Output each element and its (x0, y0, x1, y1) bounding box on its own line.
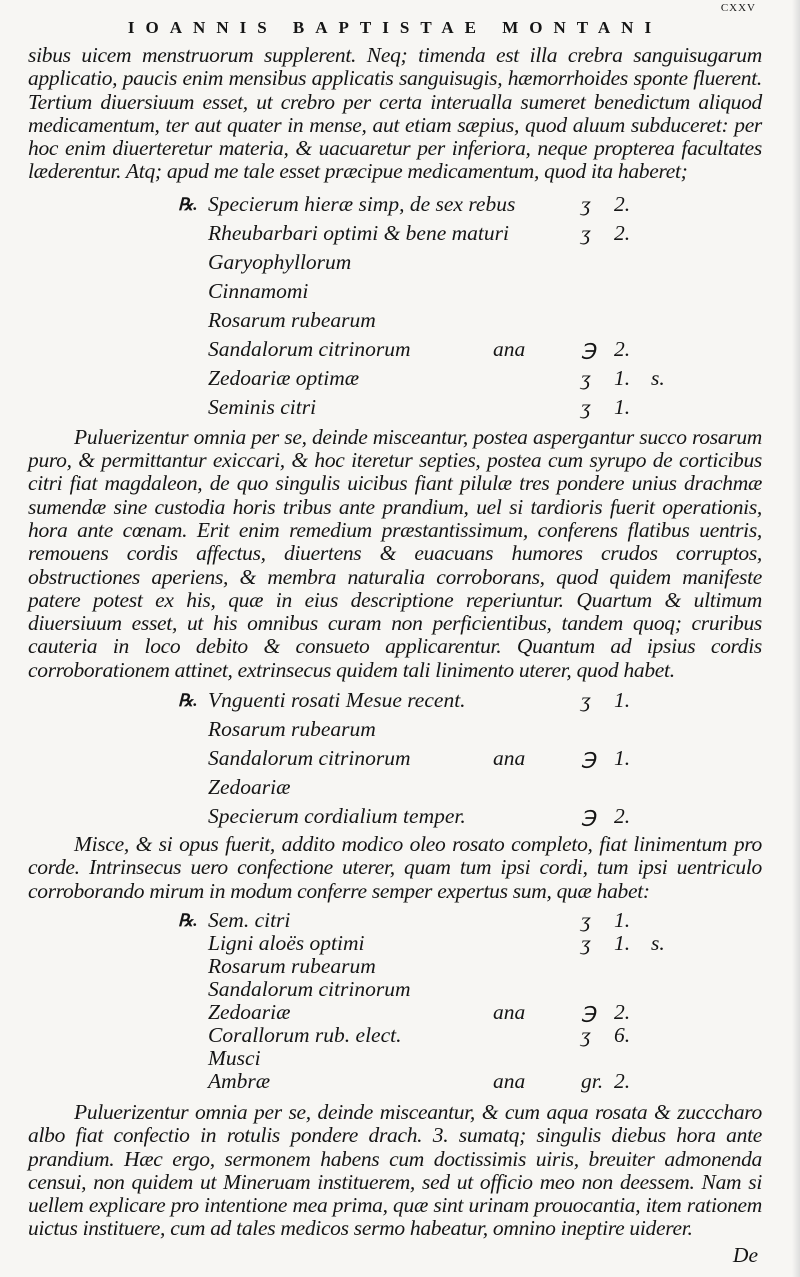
paragraph-3: Misce, & si opus fuerit, addito modico oleo rosato completo, fiat linimentum pro corde. Intrinsecus uero confectione uterer, quam tum ipsi cordi, tum ipsi uentriculo corroborando mirum in modum conferre semper expertus sum, quæ habet: (28, 832, 762, 903)
running-head-title: IOANNIS BAPTISTAE MONTANI (127, 18, 663, 37)
quantity: 2. (614, 1068, 631, 1093)
ingredient-name: Zedoariæ (208, 999, 291, 1024)
ana-word: ana (493, 336, 526, 361)
rx-symbol: ℞. (178, 910, 198, 930)
recipe-row (28, 932, 762, 955)
quantity: 1. (614, 746, 631, 771)
unit-symbol: ℈ (581, 336, 597, 361)
ana-word: ana (493, 999, 526, 1024)
recipe-row (28, 277, 762, 306)
quantity: 1. (614, 930, 631, 955)
ingredient-name: Vnguenti rosati Mesue recent. (208, 688, 466, 713)
ingredient-name: Rheubarbari optimi & bene maturi (208, 220, 509, 245)
recipe-row (28, 190, 762, 219)
recipe-2 (28, 686, 762, 831)
ingredient-name: Sem. citri (208, 907, 291, 932)
ingredient-name: Rosarum rubearum (208, 307, 376, 332)
quantity: 1. (614, 907, 631, 932)
ana-word: ana (493, 1068, 526, 1093)
unit-symbol: ℈ (581, 999, 597, 1024)
ingredient-name: Sandalorum citrinorum (208, 746, 411, 771)
paragraph-4: Puluerizentur omnia per se, deinde misceantur, & cum aqua rosata & zucccharo albo fiat confectio in rotulis pondere drach. 3. sumatq; singulis diebus hora ante prandium. Hæc ergo, sermonem habens cum doctissimis uiris, breuiter admonenda censui, non quidem ut Mineruam instituerem, sed ut officio meo non deessem. Nam si uellem explicare pro intentione mea prima, quæ sint urinam prouocantia, item rationem uictus instituere, cum ad tales medicos sermo habeatur, omnino ineptire uiderer. (28, 1099, 762, 1241)
recipe-row (28, 219, 762, 248)
unit-symbol: ʒ (581, 365, 591, 390)
ingredient-name: Corallorum rub. elect. (208, 1022, 402, 1047)
recipe-row (28, 744, 762, 773)
ingredient-name: Musci (208, 1045, 261, 1070)
quantity: 1. (614, 365, 631, 390)
recipe-row (28, 1047, 762, 1070)
unit-symbol: ʒ (581, 1022, 591, 1047)
ingredient-name: Rosarum rubearum (208, 953, 376, 978)
quantity: 2. (614, 999, 631, 1024)
recipe-row (28, 909, 762, 932)
folio-number: CXXV (720, 2, 756, 14)
paragraph-1: sibus uicem menstruorum supplerent. Neq; timenda est illa crebra sanguisugarum applicatio, paucis enim mensibus applicatis sanguisugis, hæmorrhoides sponte fluerent. Tertium diuersiuum esset, ut crebro per certa interualla sumeret benedictum aliquod medicamentum, ter aut quater in mense, aut etiam sæpius, quod aluum subduceret: per hoc enim diuerteretur materia, & uacuaretur per inferiora, neque propterea facultates læderentur. Atq; apud me tale esset præcipue medicamentum, quod ita haberet; (28, 43, 762, 184)
unit-symbol: gr. (581, 1068, 604, 1093)
recipe-row (28, 715, 762, 744)
ingredient-name: Ligni aloës optimi (208, 930, 365, 955)
ingredient-name: Garyophyllorum (208, 249, 352, 274)
quantity: 2. (614, 336, 631, 361)
ingredient-name: Rosarum rubearum (208, 717, 376, 742)
recipe-row (28, 1070, 762, 1093)
recipe-row (28, 802, 762, 831)
recipe-row (28, 393, 762, 422)
unit-symbol: ʒ (581, 907, 591, 932)
ana-word: ana (493, 746, 526, 771)
ingredient-name: Specierum cordialium temper. (208, 804, 466, 829)
unit-symbol: ʒ (581, 191, 591, 216)
unit-symbol: ʒ (581, 930, 591, 955)
ingredient-name: Zedoariæ (208, 775, 291, 800)
recipe-row (28, 686, 762, 715)
quantity: 6. (614, 1022, 631, 1047)
rx-symbol: ℞. (178, 691, 198, 711)
quantity: 1. (614, 394, 631, 419)
unit-symbol: ʒ (581, 688, 591, 713)
recipe-row (28, 955, 762, 978)
recipe-1 (28, 190, 762, 422)
ingredient-name: Seminis citri (208, 394, 317, 419)
ingredient-name: Specierum hieræ simp, de sex rebus (208, 191, 516, 216)
quantity: 2. (614, 804, 631, 829)
quantity: 2. (614, 220, 631, 245)
recipe-row (28, 773, 762, 802)
recipe-row (28, 335, 762, 364)
recipe-row (28, 248, 762, 277)
recipe-row (28, 1024, 762, 1047)
recipe-row (28, 364, 762, 393)
unit-symbol: ʒ (581, 220, 591, 245)
semis-mark: s. (651, 365, 665, 390)
recipe-row (28, 1001, 762, 1024)
recipe-3 (28, 909, 762, 1093)
ingredient-name: Sandalorum citrinorum (208, 976, 411, 1001)
ingredient-name: Sandalorum citrinorum (208, 336, 411, 361)
recipe-row (28, 978, 762, 1001)
recipe-row (28, 306, 762, 335)
semis-mark: s. (651, 930, 665, 955)
ingredient-name: Ambræ (208, 1068, 271, 1093)
unit-symbol: ℈ (581, 804, 597, 829)
running-head (28, 0, 762, 44)
quantity: 1. (614, 688, 631, 713)
unit-symbol: ʒ (581, 394, 591, 419)
rx-symbol: ℞. (178, 194, 198, 214)
catchword: De (732, 1242, 758, 1267)
ingredient-name: Zedoariæ optimæ (208, 365, 360, 390)
paragraph-2: Puluerizentur omnia per se, deinde misceantur, postea aspergantur succo rosarum puro, & permittantur exiccari, & hoc iteretur septies, postea cum syrupo de corticibus citri fiat magdaleon, de quo singulis uicibus fiant pilulæ tres pondere unius drachmæ sumendæ sine custodia horis tribus ante prandium, uel si tardioris fuerit operationis, hora ante cœnam. Erit enim remedium præstantissimum, conferens flatibus uentris, remouens cordis affectus, diuertens & euacuans humores crudos corruptos, obstructiones aperiens, & membra naturalia corroborans, quod quidem manifeste patere potest ex his, quæ in eius descriptione reperiuntur. Quartum & ultimum diuersiuum esset, ut his omnibus curam non perficientibus, tandem quoq; cruribus cauteria in loco debito & consueto applicarentur. Quantum ad ipsius cordis corroborationem attinet, extrinsecus quidem tali linimento uterer, quod habet. (28, 424, 762, 682)
unit-symbol: ℈ (581, 746, 597, 771)
ingredient-name: Cinnamomi (208, 278, 309, 303)
quantity: 2. (614, 191, 631, 216)
